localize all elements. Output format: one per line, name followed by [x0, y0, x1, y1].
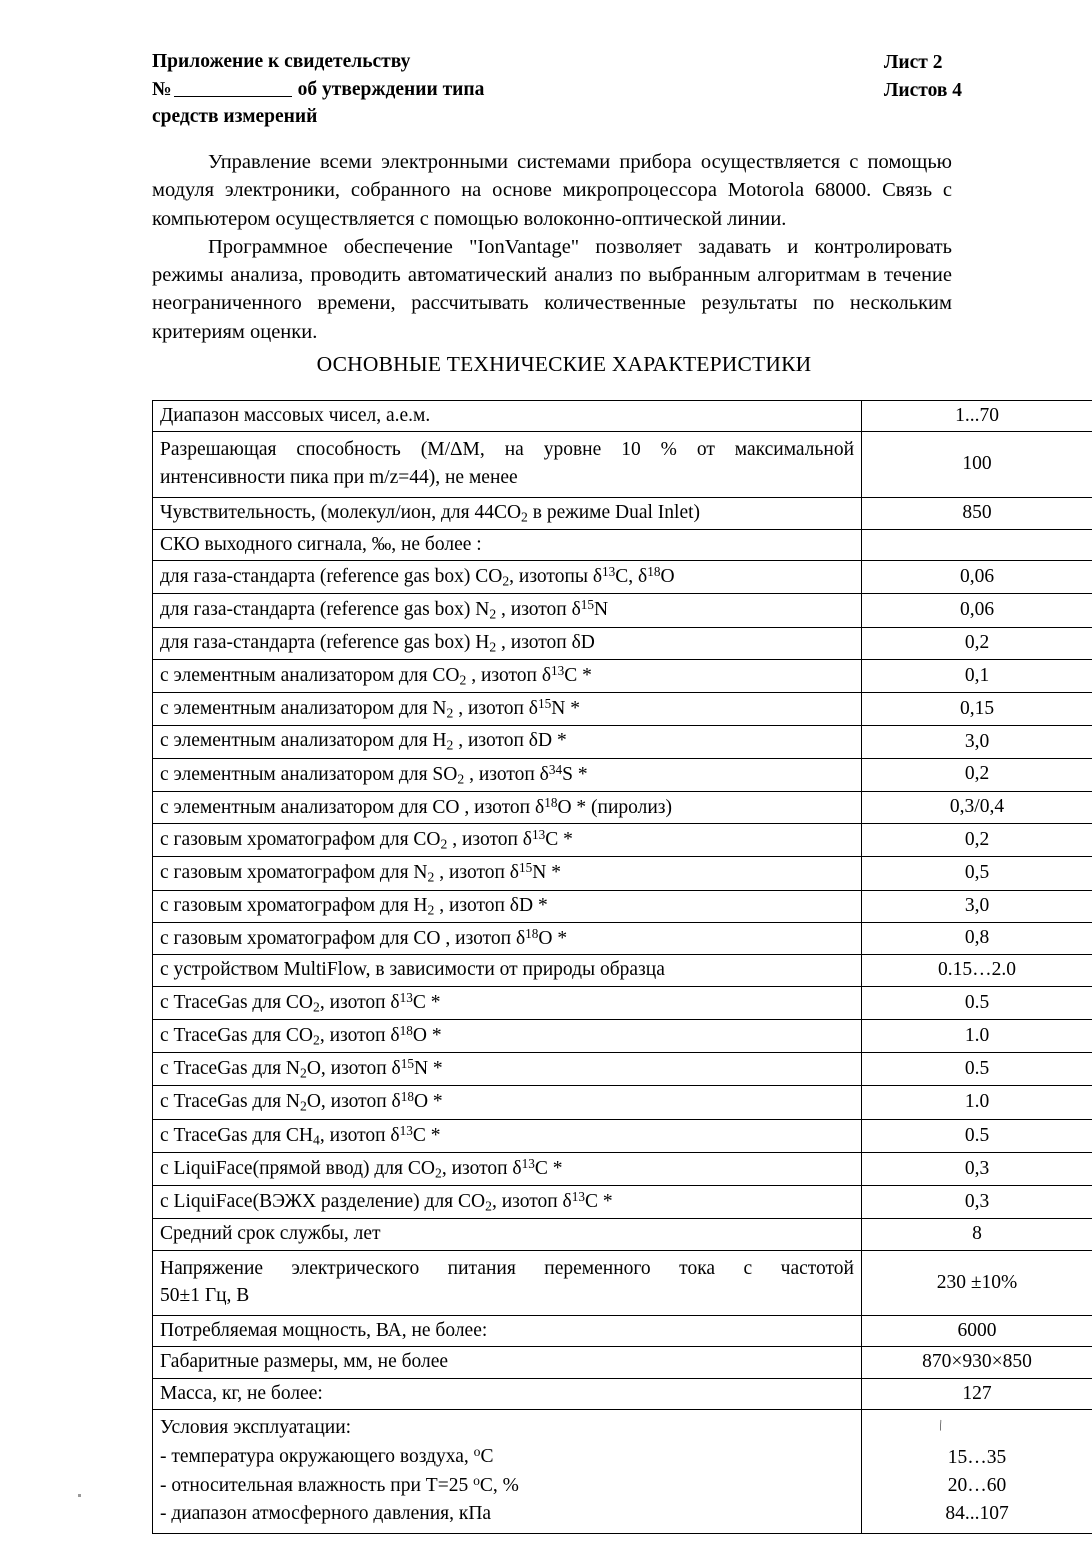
spec-label — [153, 1250, 862, 1315]
spec-value: 0,2 — [862, 627, 1092, 659]
spec-value: 0,06 — [862, 561, 1092, 594]
spec-value: 8 — [862, 1219, 1092, 1250]
table-row — [153, 401, 1092, 432]
table-row — [153, 758, 1092, 791]
section-title — [0, 352, 1092, 377]
spec-label: с элементным анализатором для $H_2$ , изотоп δD * — [153, 726, 862, 758]
spec-value: 0,15 — [862, 693, 1092, 726]
table-row — [153, 529, 1092, 560]
spec-label: с элементным анализатором для $SO_2$ , изотоп $\delta^{34}S$ * — [153, 758, 862, 791]
table-row — [153, 955, 1092, 986]
table-row — [153, 561, 1092, 594]
spec-value: 1.0 — [862, 1086, 1092, 1119]
table-row — [153, 726, 1092, 758]
table-row — [153, 791, 1092, 823]
spec-label — [153, 432, 862, 497]
spec-value: 1.0 — [862, 1019, 1092, 1052]
spec-value: 3,0 — [862, 890, 1092, 922]
spec-label: с устройством MultiFlow, в зависимости от природы образца — [153, 955, 862, 986]
spec-value — [862, 1410, 1092, 1534]
table-row — [153, 1152, 1092, 1185]
table-row — [153, 1186, 1092, 1219]
table-row — [153, 1053, 1092, 1086]
spec-value: 0,3/0,4 — [862, 791, 1092, 823]
scan-artifact-speck — [78, 1494, 81, 1497]
spec-label: с TraceGas для $N_2O$, изотоп $\delta^{15}N$ * — [153, 1053, 862, 1086]
header-approval-text: об утверждении типа — [297, 78, 485, 100]
table-row — [153, 1019, 1092, 1052]
table-row — [153, 594, 1092, 627]
table-row — [153, 1086, 1092, 1119]
scan-artifact-mark: \ — [935, 1417, 946, 1435]
spec-label: с TraceGas для $CH_4$, изотоп $\delta^{13}C$ * — [153, 1119, 862, 1152]
spec-value: 230 ±10% — [862, 1250, 1092, 1315]
table-row — [153, 1316, 1092, 1347]
spec-label-line: интенсивности пика при m/z=44), не менее — [160, 467, 518, 489]
sheet-number: Лист 2 — [883, 52, 943, 73]
spec-label: для газа-стандарта (reference gas box) $CO_2$, изотопы $\delta^{13}C$, $\delta^{18}O$ — [153, 561, 862, 594]
spec-value: 0,06 — [862, 594, 1092, 627]
table-row — [153, 857, 1092, 890]
table-row — [153, 1219, 1092, 1250]
spec-label — [153, 1410, 862, 1534]
spec-label-line: - относительная влажность при Т=25 $^о$С, % — [160, 1472, 519, 1496]
paragraph-software: Программное обеспечение "IonVantage" позволяет задавать и контролировать режимы анализа, проводить автоматический анализ по выбранным алгоритмам в течение неограниченного времени, рассчитывать количественные результаты по нескольким критериям оценки. — [152, 235, 952, 343]
spec-value: 0,2 — [862, 758, 1092, 791]
spec-value: 6000 — [862, 1316, 1092, 1347]
spec-label: Габаритные размеры, мм, не более — [153, 1347, 862, 1378]
spec-label-line: Напряжение электрического питания переменного тока с частотой — [160, 1257, 854, 1279]
paragraph-electronics: Управление всеми электронными системами прибора осуществляется с помощью модуля электроники, собранного на основе микропроцессора Motorola 68000. Связь с компьютером осуществляется с помощью волоконно-оптической линии. — [152, 151, 952, 230]
spec-label-line: 50±1 Гц, В — [160, 1285, 250, 1307]
spec-label: с TraceGas для $CO_2$, изотоп $\delta^{13}C$ * — [153, 986, 862, 1019]
spec-label: с газовым хроматографом для CO , изотоп $\delta^{18}O$ * — [153, 922, 862, 954]
spec-label: Средний срок службы, лет — [153, 1219, 862, 1250]
spec-label: для газа-стандарта (reference gas box) $N_2$ , изотоп $\delta^{15}N$ — [153, 594, 862, 627]
table-row — [153, 1378, 1092, 1409]
header-measurement-line: средств измерений — [152, 106, 318, 128]
spec-label: с газовым хроматографом для $N_2$ , изотоп $\delta^{15}N$ * — [153, 857, 862, 890]
spec-label: с газовым хроматографом для $CO_2$ , изотоп $\delta^{13}C$ * — [153, 824, 862, 857]
table-row — [153, 824, 1092, 857]
table-row — [153, 1410, 1092, 1534]
spec-value: 0,8 — [862, 922, 1092, 954]
spec-label: с TraceGas для $CO_2$, изотоп $\delta^{18}O$ * — [153, 1019, 862, 1052]
spec-label: с газовым хроматографом для $H_2$ , изотоп δD * — [153, 890, 862, 922]
spec-value: 0,1 — [862, 659, 1092, 692]
spec-label-line: Разрешающая способность (М/ΔМ, на уровне 10 % от максимальной — [160, 439, 854, 461]
spec-label: для газа-стандарта (reference gas box) $H_2$ , изотоп δD — [153, 627, 862, 659]
spec-value: 850 — [862, 497, 1092, 529]
spec-value-line: 15…35 — [947, 1447, 1007, 1469]
spec-value: 100 — [862, 432, 1092, 497]
spec-label: Чувствительность, (молекул/ион, для $44CO_2$ в режиме Dual Inlet) — [153, 497, 862, 529]
header-number-symbol: № — [152, 78, 172, 100]
spec-label-line: Условия эксплуатации: — [160, 1417, 352, 1439]
spec-value: 0.15…2.0 — [862, 955, 1092, 986]
spec-value: 0,5 — [862, 857, 1092, 890]
table-row — [153, 497, 1092, 529]
table-row — [153, 659, 1092, 692]
spec-label-line: - диапазон атмосферного давления, кПа — [160, 1502, 492, 1524]
header-appendix-line: Приложение к свидетельству — [152, 51, 411, 72]
spec-label: Потребляемая мощность, ВА, не более: — [153, 1316, 862, 1347]
table-row — [153, 986, 1092, 1019]
spec-value-line: 20…60 — [947, 1474, 1007, 1496]
header-number-line — [152, 76, 484, 104]
page-header — [152, 48, 962, 131]
spec-value: 0,3 — [862, 1186, 1092, 1219]
spec-label: с LiquiFace(ВЭЖХ разделение) для $CO_2$, изотоп $\delta^{13}C$ * — [153, 1186, 862, 1219]
spec-label: Диапазон массовых чисел, а.е.м. — [153, 401, 862, 432]
spec-value: 870×930×850 — [862, 1347, 1092, 1378]
technical-specifications-table — [152, 400, 1092, 1534]
spec-value: 0.5 — [862, 1053, 1092, 1086]
spec-value-line: 84...107 — [945, 1502, 1009, 1524]
table-row — [153, 890, 1092, 922]
spec-value: 3,0 — [862, 726, 1092, 758]
spec-value — [862, 529, 1092, 560]
header-number-blank — [174, 96, 292, 97]
table-row — [153, 1250, 1092, 1315]
table-row — [153, 1347, 1092, 1378]
sheets-total: Листов 4 — [883, 79, 962, 101]
spec-label: с элементным анализатором для $CO_2$ , изотоп $\delta^{13}C$ * — [153, 659, 862, 692]
header-left-block — [152, 48, 484, 131]
table-row — [153, 432, 1092, 497]
spec-value: 1...70 — [862, 401, 1092, 432]
spec-value: 0,2 — [862, 824, 1092, 857]
spec-label-line: - температура окружающего воздуха, $^о$С — [160, 1443, 494, 1467]
spec-value: 0,3 — [862, 1152, 1092, 1185]
section-title-text: ОСНОВНЫЕ ТЕХНИЧЕСКИЕ ХАРАКТЕРИСТИКИ — [316, 352, 812, 376]
table-row — [153, 1119, 1092, 1152]
spec-label: Масса, кг, не более: — [153, 1378, 862, 1409]
spec-label: с TraceGas для $N_2O$, изотоп $\delta^{18}O$ * — [153, 1086, 862, 1119]
header-right-block — [884, 48, 962, 104]
spec-label: с LiquiFace(прямой ввод) для $CO_2$, изотоп $\delta^{13}C$ * — [153, 1152, 862, 1185]
table-row — [153, 922, 1092, 954]
spec-label: СКО выходного сигнала, ‰, не более : — [153, 529, 862, 560]
spec-value: 127 — [862, 1378, 1092, 1409]
spec-label: с элементным анализатором для $N_2$ , изотоп $\delta^{15}N$ * — [153, 693, 862, 726]
spec-value: 0.5 — [862, 1119, 1092, 1152]
spec-value: 0.5 — [862, 986, 1092, 1019]
body-text-block — [152, 148, 952, 346]
table-row — [153, 627, 1092, 659]
spec-label: с элементным анализатором для CO , изотоп $\delta^{18}O$ * (пиролиз) — [153, 791, 862, 823]
table-row — [153, 693, 1092, 726]
